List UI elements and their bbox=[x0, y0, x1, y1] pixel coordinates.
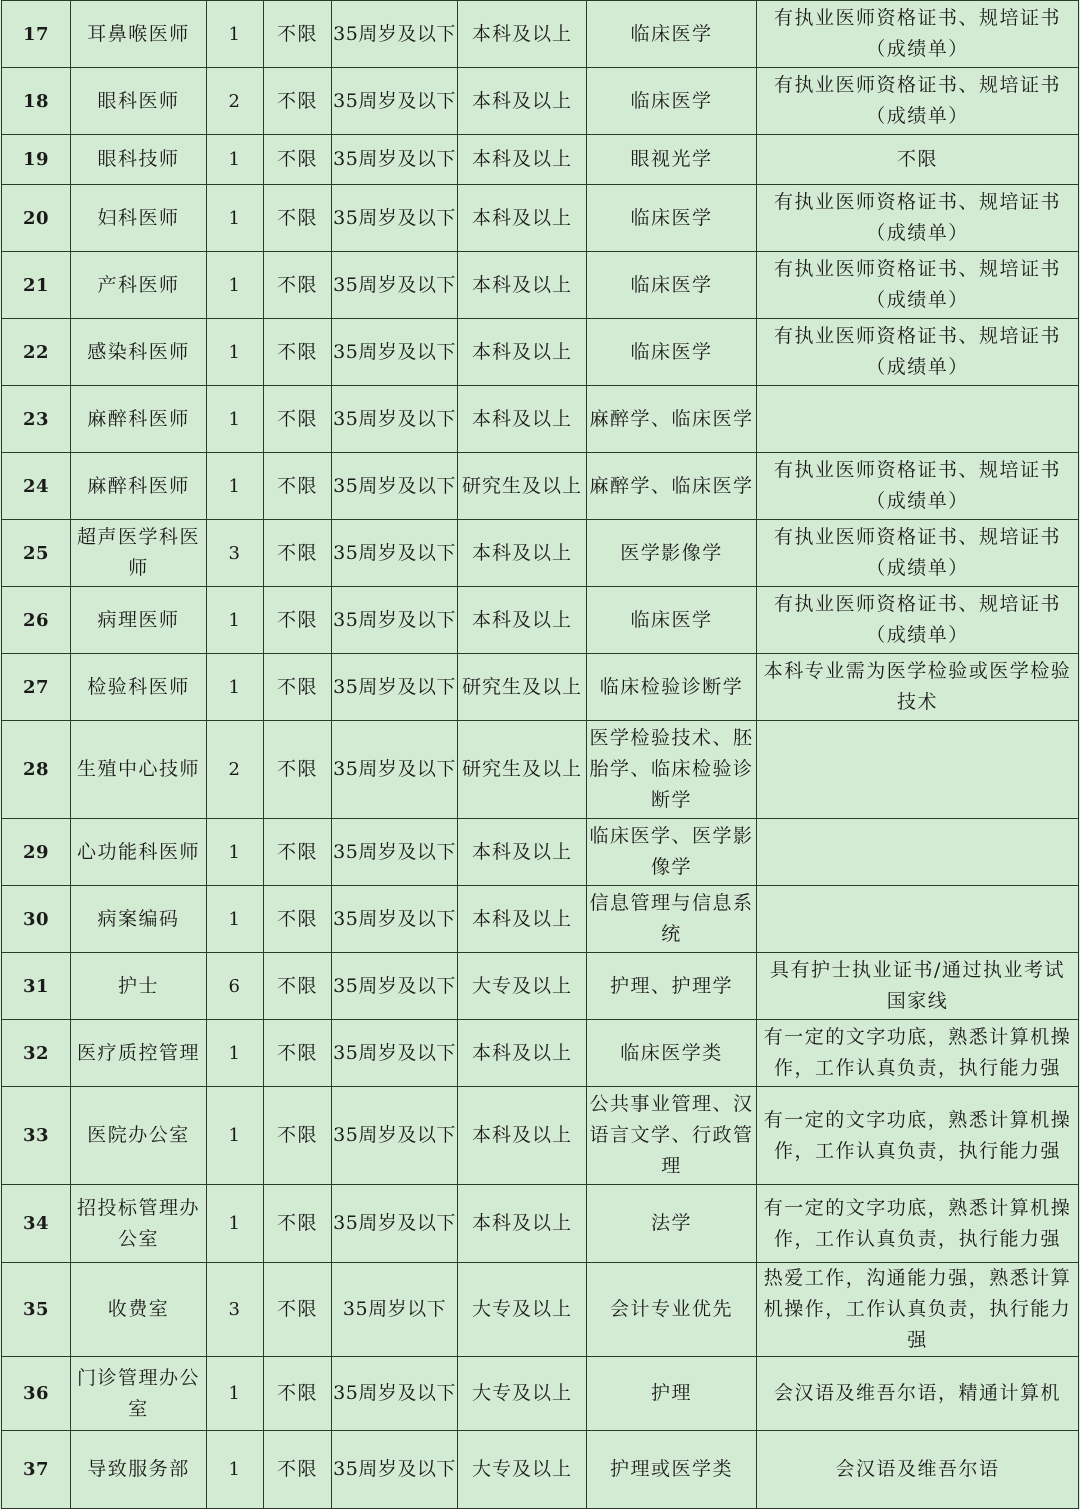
cell-number: 29 bbox=[2, 819, 71, 886]
cell-post: 产科医师 bbox=[71, 252, 207, 319]
cell-major: 护理、护理学 bbox=[587, 953, 757, 1020]
cell-major: 法学 bbox=[587, 1185, 757, 1263]
cell-number: 36 bbox=[2, 1357, 71, 1431]
cell-age: 35周岁及以下 bbox=[332, 1431, 458, 1509]
cell-count: 1 bbox=[207, 453, 264, 520]
cell-education: 本科及以上 bbox=[458, 1, 587, 68]
cell-age: 35周岁及以下 bbox=[332, 1, 458, 68]
table-row bbox=[2, 1263, 1079, 1357]
cell-age: 35周岁及以下 bbox=[332, 386, 458, 453]
cell-number: 21 bbox=[2, 252, 71, 319]
cell-number: 18 bbox=[2, 68, 71, 135]
cell-count: 1 bbox=[207, 386, 264, 453]
cell-age: 35周岁及以下 bbox=[332, 520, 458, 587]
cell-education: 本科及以上 bbox=[458, 1020, 587, 1087]
cell-number: 37 bbox=[2, 1431, 71, 1509]
cell-major: 护理或医学类 bbox=[587, 1431, 757, 1509]
cell-education: 本科及以上 bbox=[458, 886, 587, 953]
table-row bbox=[2, 520, 1079, 587]
cell-requirements: 有执业医师资格证书、规培证书（成绩单） bbox=[757, 185, 1079, 252]
cell-education: 大专及以上 bbox=[458, 953, 587, 1020]
table-row bbox=[2, 953, 1079, 1020]
cell-gender: 不限 bbox=[264, 1263, 332, 1357]
cell-education: 本科及以上 bbox=[458, 68, 587, 135]
cell-number: 25 bbox=[2, 520, 71, 587]
cell-requirements: 不限 bbox=[757, 135, 1079, 185]
cell-post: 医疗质控管理 bbox=[71, 1020, 207, 1087]
cell-count: 1 bbox=[207, 886, 264, 953]
cell-post: 招投标管理办公室 bbox=[71, 1185, 207, 1263]
cell-requirements bbox=[757, 386, 1079, 453]
cell-count: 1 bbox=[207, 319, 264, 386]
cell-post: 感染科医师 bbox=[71, 319, 207, 386]
cell-requirements: 有执业医师资格证书、规培证书（成绩单） bbox=[757, 68, 1079, 135]
cell-number: 32 bbox=[2, 1020, 71, 1087]
cell-age: 35周岁及以下 bbox=[332, 135, 458, 185]
cell-gender: 不限 bbox=[264, 386, 332, 453]
cell-gender: 不限 bbox=[264, 319, 332, 386]
cell-gender: 不限 bbox=[264, 520, 332, 587]
cell-education: 大专及以上 bbox=[458, 1357, 587, 1431]
cell-requirements: 有一定的文字功底，熟悉计算机操作，工作认真负责，执行能力强 bbox=[757, 1087, 1079, 1185]
cell-major: 临床医学 bbox=[587, 68, 757, 135]
cell-count: 1 bbox=[207, 1020, 264, 1087]
cell-age: 35周岁及以下 bbox=[332, 721, 458, 819]
cell-education: 本科及以上 bbox=[458, 520, 587, 587]
cell-gender: 不限 bbox=[264, 453, 332, 520]
cell-age: 35周岁及以下 bbox=[332, 252, 458, 319]
cell-post: 门诊管理办公室 bbox=[71, 1357, 207, 1431]
cell-requirements: 有执业医师资格证书、规培证书（成绩单） bbox=[757, 520, 1079, 587]
cell-education: 本科及以上 bbox=[458, 386, 587, 453]
cell-number: 28 bbox=[2, 721, 71, 819]
cell-age: 35周岁及以下 bbox=[332, 185, 458, 252]
cell-education: 本科及以上 bbox=[458, 1185, 587, 1263]
cell-major: 临床医学 bbox=[587, 319, 757, 386]
table-row bbox=[2, 1185, 1079, 1263]
cell-major: 临床医学、医学影像学 bbox=[587, 819, 757, 886]
cell-gender: 不限 bbox=[264, 587, 332, 654]
cell-gender: 不限 bbox=[264, 654, 332, 721]
cell-education: 本科及以上 bbox=[458, 252, 587, 319]
cell-requirements bbox=[757, 819, 1079, 886]
cell-post: 生殖中心技师 bbox=[71, 721, 207, 819]
table-row bbox=[2, 587, 1079, 654]
cell-major: 麻醉学、临床医学 bbox=[587, 386, 757, 453]
cell-age: 35周岁及以下 bbox=[332, 68, 458, 135]
cell-education: 本科及以上 bbox=[458, 587, 587, 654]
cell-education: 本科及以上 bbox=[458, 185, 587, 252]
cell-age: 35周岁及以下 bbox=[332, 1185, 458, 1263]
cell-gender: 不限 bbox=[264, 1357, 332, 1431]
cell-post: 妇科医师 bbox=[71, 185, 207, 252]
cell-gender: 不限 bbox=[264, 1, 332, 68]
cell-count: 1 bbox=[207, 1087, 264, 1185]
cell-count: 1 bbox=[207, 252, 264, 319]
cell-number: 19 bbox=[2, 135, 71, 185]
cell-major: 临床医学 bbox=[587, 185, 757, 252]
cell-gender: 不限 bbox=[264, 953, 332, 1020]
cell-post: 检验科医师 bbox=[71, 654, 207, 721]
cell-post: 耳鼻喉医师 bbox=[71, 1, 207, 68]
table-row bbox=[2, 252, 1079, 319]
cell-gender: 不限 bbox=[264, 886, 332, 953]
cell-number: 26 bbox=[2, 587, 71, 654]
cell-major: 眼视光学 bbox=[587, 135, 757, 185]
cell-gender: 不限 bbox=[264, 1020, 332, 1087]
cell-major: 临床检验诊断学 bbox=[587, 654, 757, 721]
cell-post: 收费室 bbox=[71, 1263, 207, 1357]
cell-count: 1 bbox=[207, 819, 264, 886]
cell-count: 3 bbox=[207, 520, 264, 587]
cell-number: 31 bbox=[2, 953, 71, 1020]
cell-major: 医学影像学 bbox=[587, 520, 757, 587]
cell-major: 信息管理与信息系统 bbox=[587, 886, 757, 953]
table-body bbox=[2, 1, 1079, 1509]
table-row bbox=[2, 135, 1079, 185]
cell-major: 临床医学 bbox=[587, 1, 757, 68]
cell-count: 1 bbox=[207, 135, 264, 185]
cell-age: 35周岁及以下 bbox=[332, 453, 458, 520]
cell-number: 30 bbox=[2, 886, 71, 953]
cell-number: 17 bbox=[2, 1, 71, 68]
cell-requirements: 有执业医师资格证书、规培证书（成绩单） bbox=[757, 587, 1079, 654]
cell-gender: 不限 bbox=[264, 1431, 332, 1509]
cell-major: 临床医学 bbox=[587, 252, 757, 319]
cell-requirements: 有执业医师资格证书、规培证书（成绩单） bbox=[757, 252, 1079, 319]
cell-post: 眼科技师 bbox=[71, 135, 207, 185]
cell-age: 35周岁及以下 bbox=[332, 587, 458, 654]
cell-requirements: 会汉语及维吾尔语，精通计算机 bbox=[757, 1357, 1079, 1431]
cell-education: 本科及以上 bbox=[458, 319, 587, 386]
cell-age: 35周岁及以下 bbox=[332, 1357, 458, 1431]
cell-age: 35周岁及以下 bbox=[332, 953, 458, 1020]
cell-count: 1 bbox=[207, 587, 264, 654]
cell-requirements: 具有护士执业证书/通过执业考试国家线 bbox=[757, 953, 1079, 1020]
cell-major: 公共事业管理、汉语言文学、行政管理 bbox=[587, 1087, 757, 1185]
cell-post: 超声医学科医师 bbox=[71, 520, 207, 587]
table-row bbox=[2, 1020, 1079, 1087]
cell-post: 病案编码 bbox=[71, 886, 207, 953]
recruitment-table bbox=[1, 0, 1079, 1509]
cell-count: 2 bbox=[207, 721, 264, 819]
table-row bbox=[2, 721, 1079, 819]
cell-requirements: 有执业医师资格证书、规培证书（成绩单） bbox=[757, 453, 1079, 520]
cell-post: 导致服务部 bbox=[71, 1431, 207, 1509]
cell-post: 病理医师 bbox=[71, 587, 207, 654]
table-row bbox=[2, 319, 1079, 386]
cell-number: 23 bbox=[2, 386, 71, 453]
cell-count: 1 bbox=[207, 1357, 264, 1431]
table-row bbox=[2, 185, 1079, 252]
cell-age: 35周岁及以下 bbox=[332, 319, 458, 386]
cell-major: 医学检验技术、胚胎学、临床检验诊断学 bbox=[587, 721, 757, 819]
table-row bbox=[2, 1087, 1079, 1185]
cell-post: 心功能科医师 bbox=[71, 819, 207, 886]
cell-requirements: 有执业医师资格证书、规培证书（成绩单） bbox=[757, 1, 1079, 68]
cell-post: 麻醉科医师 bbox=[71, 453, 207, 520]
cell-education: 研究生及以上 bbox=[458, 453, 587, 520]
cell-education: 大专及以上 bbox=[458, 1263, 587, 1357]
cell-requirements: 有执业医师资格证书、规培证书（成绩单） bbox=[757, 319, 1079, 386]
cell-major: 麻醉学、临床医学 bbox=[587, 453, 757, 520]
cell-age: 35周岁以下 bbox=[332, 1263, 458, 1357]
cell-number: 20 bbox=[2, 185, 71, 252]
cell-number: 27 bbox=[2, 654, 71, 721]
cell-major: 临床医学类 bbox=[587, 1020, 757, 1087]
cell-requirements bbox=[757, 721, 1079, 819]
cell-post: 眼科医师 bbox=[71, 68, 207, 135]
table-row bbox=[2, 1357, 1079, 1431]
cell-education: 大专及以上 bbox=[458, 1431, 587, 1509]
cell-education: 研究生及以上 bbox=[458, 654, 587, 721]
cell-number: 33 bbox=[2, 1087, 71, 1185]
table-row bbox=[2, 886, 1079, 953]
table-row bbox=[2, 386, 1079, 453]
cell-count: 3 bbox=[207, 1263, 264, 1357]
cell-gender: 不限 bbox=[264, 1185, 332, 1263]
table-row bbox=[2, 453, 1079, 520]
cell-number: 34 bbox=[2, 1185, 71, 1263]
cell-number: 24 bbox=[2, 453, 71, 520]
cell-major: 会计专业优先 bbox=[587, 1263, 757, 1357]
cell-gender: 不限 bbox=[264, 819, 332, 886]
cell-requirements: 有一定的文字功底，熟悉计算机操作，工作认真负责，执行能力强 bbox=[757, 1020, 1079, 1087]
cell-number: 22 bbox=[2, 319, 71, 386]
table-row bbox=[2, 654, 1079, 721]
table-row bbox=[2, 819, 1079, 886]
cell-count: 1 bbox=[207, 1431, 264, 1509]
cell-requirements: 会汉语及维吾尔语 bbox=[757, 1431, 1079, 1509]
cell-age: 35周岁及以下 bbox=[332, 886, 458, 953]
table-row bbox=[2, 1431, 1079, 1509]
cell-education: 本科及以上 bbox=[458, 819, 587, 886]
cell-gender: 不限 bbox=[264, 135, 332, 185]
cell-age: 35周岁及以下 bbox=[332, 819, 458, 886]
cell-gender: 不限 bbox=[264, 252, 332, 319]
cell-requirements: 有一定的文字功底，熟悉计算机操作，工作认真负责，执行能力强 bbox=[757, 1185, 1079, 1263]
cell-count: 6 bbox=[207, 953, 264, 1020]
cell-major: 护理 bbox=[587, 1357, 757, 1431]
cell-age: 35周岁及以下 bbox=[332, 1087, 458, 1185]
cell-education: 研究生及以上 bbox=[458, 721, 587, 819]
cell-age: 35周岁及以下 bbox=[332, 654, 458, 721]
cell-post: 医院办公室 bbox=[71, 1087, 207, 1185]
cell-major: 临床医学 bbox=[587, 587, 757, 654]
cell-number: 35 bbox=[2, 1263, 71, 1357]
cell-gender: 不限 bbox=[264, 185, 332, 252]
cell-post: 护士 bbox=[71, 953, 207, 1020]
cell-age: 35周岁及以下 bbox=[332, 1020, 458, 1087]
cell-count: 1 bbox=[207, 1185, 264, 1263]
cell-post: 麻醉科医师 bbox=[71, 386, 207, 453]
cell-count: 2 bbox=[207, 68, 264, 135]
table-row bbox=[2, 1, 1079, 68]
cell-education: 本科及以上 bbox=[458, 135, 587, 185]
cell-requirements: 本科专业需为医学检验或医学检验技术 bbox=[757, 654, 1079, 721]
cell-education: 本科及以上 bbox=[458, 1087, 587, 1185]
cell-count: 1 bbox=[207, 185, 264, 252]
cell-gender: 不限 bbox=[264, 68, 332, 135]
cell-requirements bbox=[757, 886, 1079, 953]
cell-gender: 不限 bbox=[264, 1087, 332, 1185]
cell-count: 1 bbox=[207, 1, 264, 68]
cell-requirements: 热爱工作，沟通能力强，熟悉计算机操作，工作认真负责，执行能力强 bbox=[757, 1263, 1079, 1357]
cell-count: 1 bbox=[207, 654, 264, 721]
table-row bbox=[2, 68, 1079, 135]
cell-gender: 不限 bbox=[264, 721, 332, 819]
